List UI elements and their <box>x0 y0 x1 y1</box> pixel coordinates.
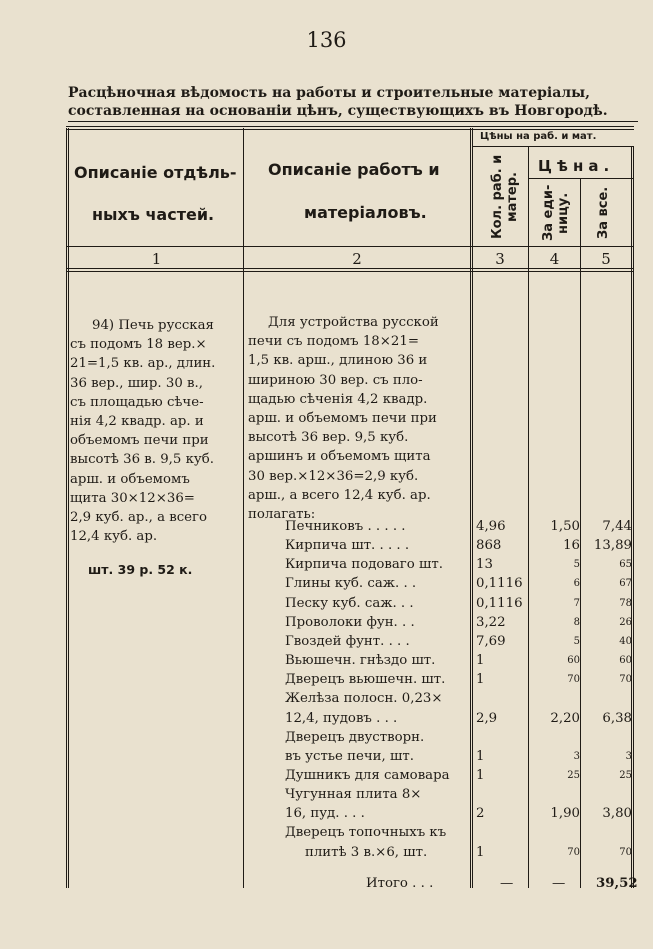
table-row <box>0 594 653 613</box>
part-line: 21=1,5 кв. ар., длин. <box>70 356 216 372</box>
table-row <box>0 689 653 708</box>
item-total-price: 70 <box>619 846 632 858</box>
item-total-price: 67 <box>619 578 632 590</box>
item-unit-price: 16 <box>563 538 580 554</box>
item-total-price: 6,38 <box>602 710 632 726</box>
item-quantity: 1 <box>476 767 485 783</box>
part-line: арш. и объемомъ <box>70 471 190 487</box>
item-name: Глины куб. саж. . . <box>285 576 417 592</box>
total-qty: — <box>500 876 514 891</box>
total-label: Итого . . . <box>366 876 434 891</box>
item-name: Дверецъ вьюшечн. шт. <box>285 672 446 688</box>
header-col2-line1: Описаніе работъ и <box>268 160 440 179</box>
item-name: Печниковъ . . . . . <box>285 519 406 534</box>
column-number-3: 3 <box>495 250 505 268</box>
item-quantity: 0,1116 <box>476 576 523 592</box>
part-cost: шт. 39 р. 52 к. <box>88 562 193 577</box>
document-title-line-1: Расцѣночная вѣдомость на работы и строительные матеріалы, <box>68 85 591 101</box>
table-row <box>0 651 653 670</box>
header-prices-group: Цѣны на раб. и мат. <box>480 131 597 142</box>
item-unit-price: 60 <box>567 655 580 667</box>
grand-total: 39,52 <box>596 876 638 891</box>
item-name: Проволоки фун. . . <box>285 614 415 630</box>
document-title-line-2: составленная на основаніи цѣнъ, существующихъ въ Новгородѣ. <box>68 102 638 122</box>
item-quantity: 13 <box>476 557 493 573</box>
item-name: Кирпича подоваго шт. <box>285 557 443 573</box>
work-line: печи съ подомъ 18×21= <box>248 334 419 350</box>
part-line: объемомъ печи при <box>70 433 209 449</box>
item-total-price: 78 <box>619 597 632 609</box>
item-name: Дверецъ двустворн. <box>285 729 425 745</box>
header-price-label: Цѣна. <box>538 157 615 175</box>
work-description <box>248 313 470 524</box>
total-unit: — <box>552 876 566 891</box>
item-quantity: 868 <box>476 538 502 554</box>
part-line: щита 30×12×36= <box>70 490 195 506</box>
part-line: высотѣ 36 в. 9,5 куб. <box>70 452 214 468</box>
colnum-bottom-rule <box>66 268 634 272</box>
page-number: 136 <box>306 28 347 52</box>
column-number-5: 5 <box>601 250 611 268</box>
item-unit-price: 3 <box>573 750 580 762</box>
work-line: щадью сѣченія 4,2 квадр. <box>248 391 428 407</box>
work-line: арш., а всего 12,4 куб. ар. <box>248 487 431 503</box>
price-subgroup-rule <box>528 178 634 179</box>
table-row <box>0 747 653 766</box>
item-name: въ устье печи, шт. <box>285 748 414 764</box>
table-row <box>0 670 653 689</box>
part-line: 94) Печь русская <box>92 318 214 333</box>
table-row <box>0 843 653 862</box>
item-unit-price: 1,90 <box>550 806 580 822</box>
item-total-price: 40 <box>619 635 632 647</box>
item-unit-price: 70 <box>567 846 580 858</box>
table-top-rule <box>66 126 634 130</box>
item-name: плитѣ 3 в.×6, шт. <box>305 844 428 860</box>
item-total-price: 3 <box>625 750 632 762</box>
item-quantity: 1 <box>476 844 485 860</box>
table-row <box>0 632 653 651</box>
item-total-price: 3,80 <box>602 806 632 822</box>
work-line: шириною 30 вер. съ пло- <box>248 372 423 388</box>
item-quantity: 0,1116 <box>476 595 523 611</box>
item-name: Дверецъ топочныхъ къ <box>285 825 447 841</box>
item-quantity: 1 <box>476 653 485 669</box>
table-row <box>0 613 653 632</box>
item-unit-price: 25 <box>567 769 580 781</box>
table-row <box>0 728 653 747</box>
column-number-4: 4 <box>549 250 560 268</box>
item-name: Чугунная плита 8× <box>285 787 422 803</box>
work-line: арш. и объемомъ печи при <box>248 411 437 427</box>
table-row <box>0 785 653 804</box>
item-name: 16, пуд. . . . <box>285 806 365 822</box>
work-line: полагать: <box>248 507 316 523</box>
item-name: Душникъ для самовара <box>285 767 450 783</box>
header-col2-line2: матеріаловъ. <box>304 203 427 222</box>
item-quantity: 2,9 <box>476 710 498 726</box>
header-unit-label: За еди-ницу. <box>541 184 571 242</box>
item-quantity: 3,22 <box>476 614 506 630</box>
work-line: высотѣ 36 вер. 9,5 куб. <box>248 430 409 446</box>
work-line: 1,5 кв. арш., длиною 36 и <box>248 353 428 369</box>
item-unit-price: 5 <box>573 635 580 647</box>
prices-group-rule <box>472 146 634 147</box>
item-name: Гвоздей фунт. . . . <box>285 633 410 649</box>
item-unit-price: 70 <box>567 674 580 686</box>
item-unit-price: 7 <box>573 597 580 609</box>
item-name: Желѣза полосн. 0,23× <box>285 691 443 707</box>
table-row <box>0 536 653 555</box>
item-total-price: 65 <box>619 559 632 571</box>
table-row <box>0 804 653 823</box>
item-name: Вьюшечн. гнѣздо шт. <box>285 653 436 669</box>
item-name: 12,4, пудовъ . . . <box>285 710 398 726</box>
item-quantity: 1 <box>476 672 485 688</box>
item-quantity: 2 <box>476 806 485 822</box>
item-total-price: 70 <box>619 674 632 686</box>
part-line: съ площадью сѣче- <box>70 394 204 410</box>
work-line: 30 вер.×12×36=2,9 куб. <box>248 468 419 484</box>
item-quantity: 1 <box>476 748 485 764</box>
table-row <box>0 555 653 574</box>
header-qty-label: Кол. раб. и матер. <box>490 154 520 240</box>
table-row <box>0 709 653 728</box>
part-line: съ подомъ 18 вер.× <box>70 337 207 353</box>
header-total-label: За все. <box>596 186 611 240</box>
item-unit-price: 5 <box>573 559 580 571</box>
part-line: 2,9 куб. ар., а всего <box>70 510 208 526</box>
item-quantity: 7,69 <box>476 633 506 649</box>
item-unit-price: 2,20 <box>550 710 580 726</box>
work-line: аршинъ и объемомъ щита <box>248 449 431 465</box>
header-col1-line2: ныхъ частей. <box>92 205 215 224</box>
item-name: Кирпича шт. . . . . <box>285 538 410 554</box>
table-row <box>0 517 653 536</box>
item-name: Песку куб. саж. . . <box>285 595 414 611</box>
table-row <box>0 766 653 785</box>
column-number-1: 1 <box>151 250 162 268</box>
header-col1-line1: Описаніе отдѣль- <box>74 163 237 182</box>
item-quantity: 4,96 <box>476 519 506 534</box>
work-line: Для устройства русской <box>268 315 439 330</box>
item-unit-price: 1,50 <box>550 519 580 534</box>
item-total-price: 7,44 <box>602 519 632 534</box>
table-row <box>0 823 653 842</box>
table-row <box>0 574 653 593</box>
item-total-price: 13,89 <box>593 538 632 554</box>
item-total-price: 25 <box>619 769 632 781</box>
header-bottom-rule <box>66 246 634 247</box>
item-total-price: 60 <box>619 655 632 667</box>
part-description <box>70 316 242 546</box>
part-line: 12,4 куб. ар. <box>70 529 158 545</box>
part-line: 36 вер., шир. 30 в., <box>70 375 203 391</box>
item-total-price: 26 <box>619 616 632 628</box>
part-line: нія 4,2 квадр. ар. и <box>70 414 204 430</box>
column-number-2: 2 <box>352 250 362 268</box>
item-unit-price: 6 <box>573 578 580 590</box>
item-unit-price: 8 <box>573 616 580 628</box>
total-row <box>0 874 653 893</box>
